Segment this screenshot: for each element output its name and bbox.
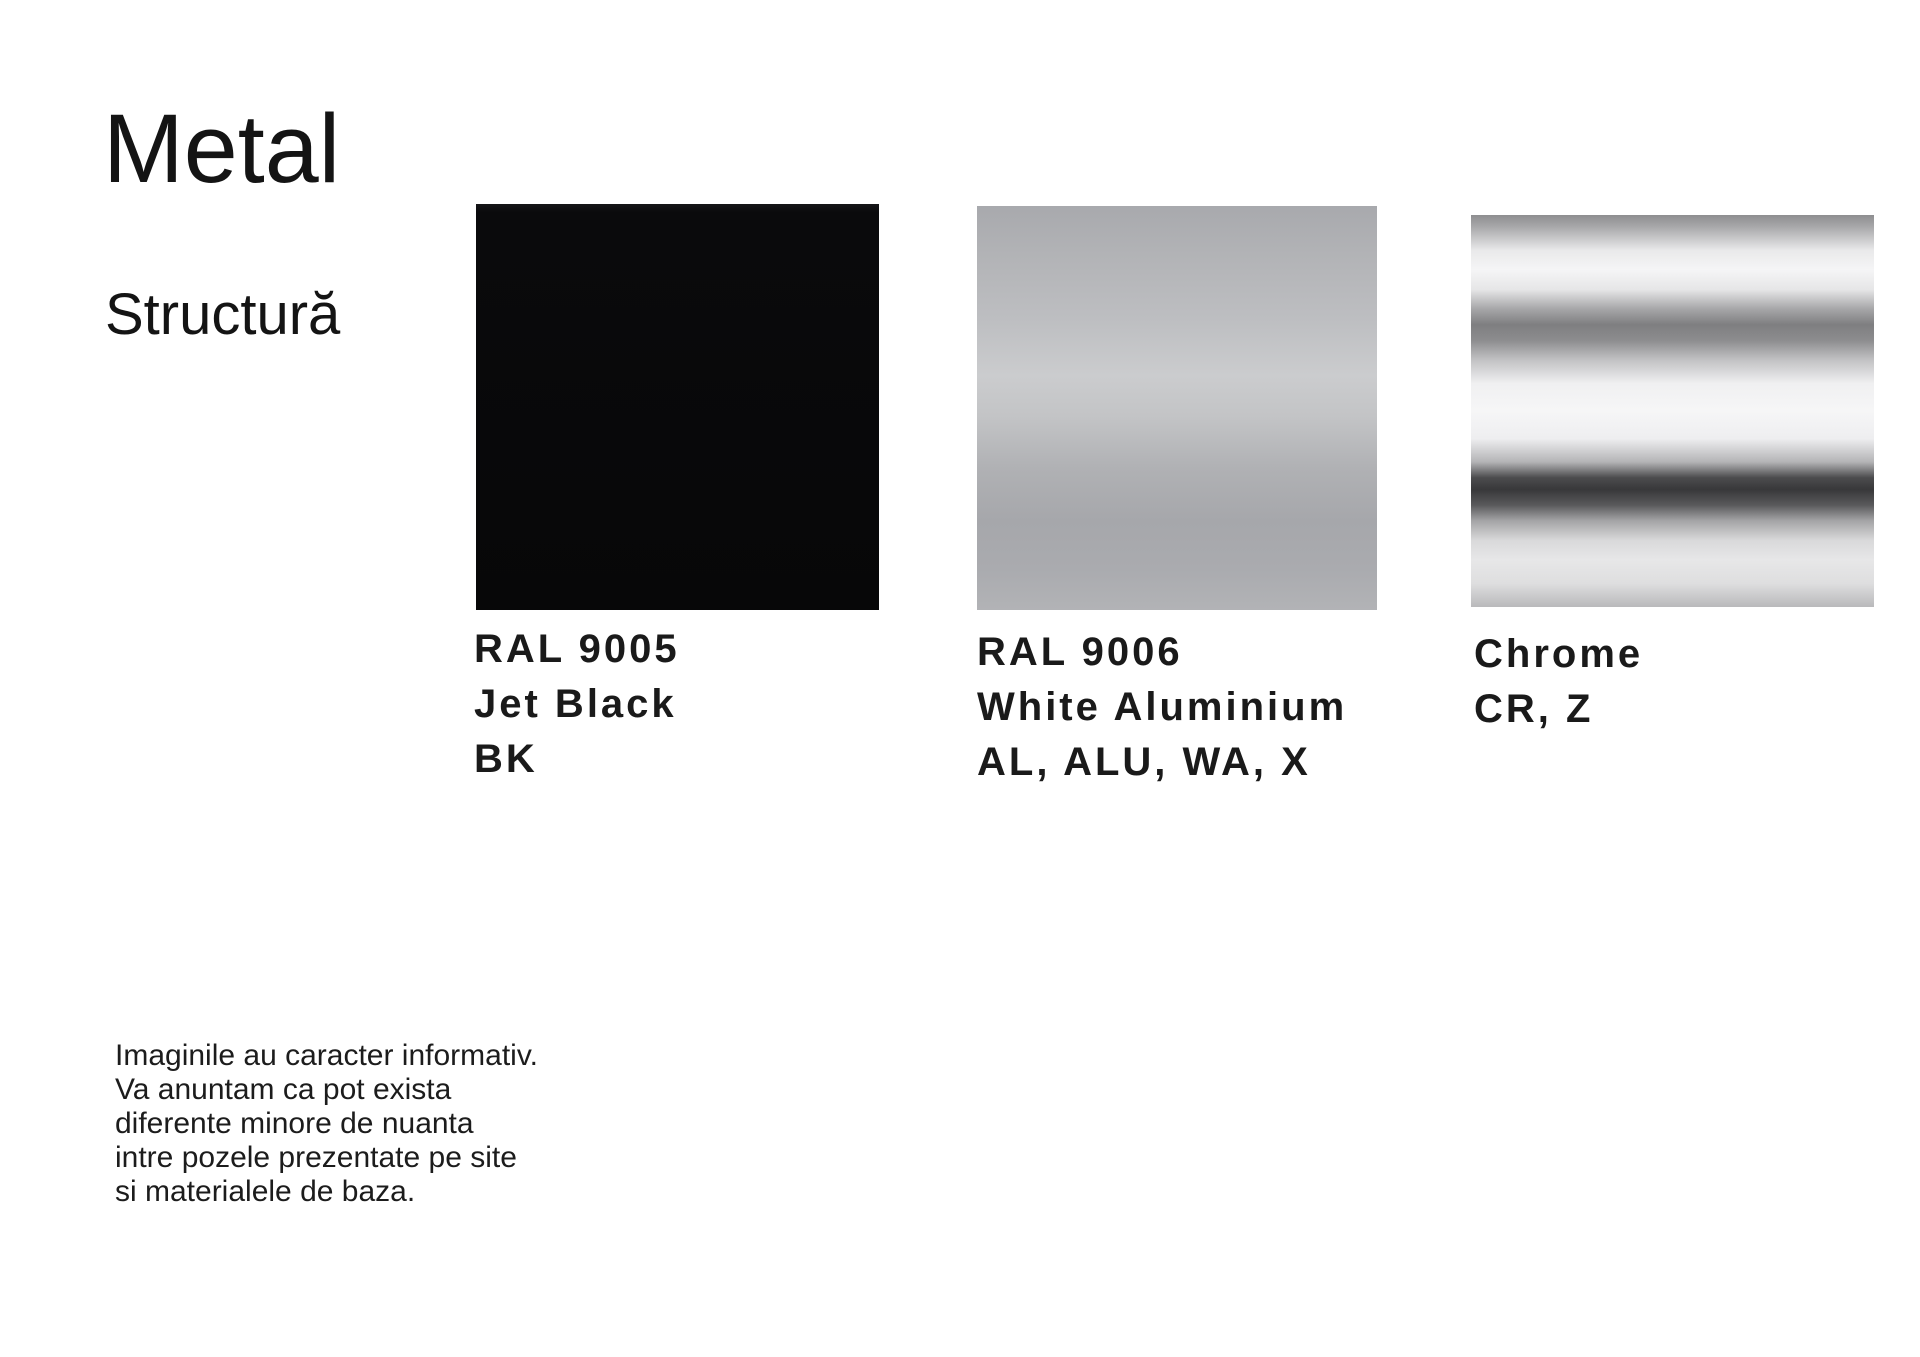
color-swatch-ral-9006 (977, 206, 1377, 610)
swatch-label-block-ral-9005 (474, 622, 680, 787)
swatch-variant-codes: AL, ALU, WA, X (977, 740, 1311, 784)
swatch-label-block-ral-9006 (977, 625, 1347, 790)
swatch-code: Chrome (1474, 632, 1644, 676)
disclaimer-text (115, 1039, 538, 1209)
disclaimer-line: Va anuntam ca pot exista (115, 1073, 452, 1106)
swatch-label-block-chrome (1474, 627, 1643, 737)
swatch-name: Jet Black (474, 682, 677, 726)
disclaimer-line: si materialele de baza. (115, 1175, 416, 1208)
section-subtitle: Structură (105, 282, 341, 347)
disclaimer-line: intre pozele prezentate pe site (115, 1141, 517, 1174)
color-swatch-chrome (1471, 215, 1874, 607)
swatch-code: RAL 9005 (474, 627, 680, 671)
color-swatch-ral-9005 (476, 204, 879, 610)
swatch-code: RAL 9006 (977, 630, 1183, 674)
swatch-variant-codes: BK (474, 737, 538, 781)
page-title: Metal (103, 94, 341, 203)
disclaimer-line: diferente minore de nuanta (115, 1107, 474, 1140)
swatch-name: White Aluminium (977, 685, 1348, 729)
disclaimer-line: Imaginile au caracter informativ. (115, 1039, 538, 1072)
swatch-variant-codes: CR, Z (1474, 687, 1594, 731)
